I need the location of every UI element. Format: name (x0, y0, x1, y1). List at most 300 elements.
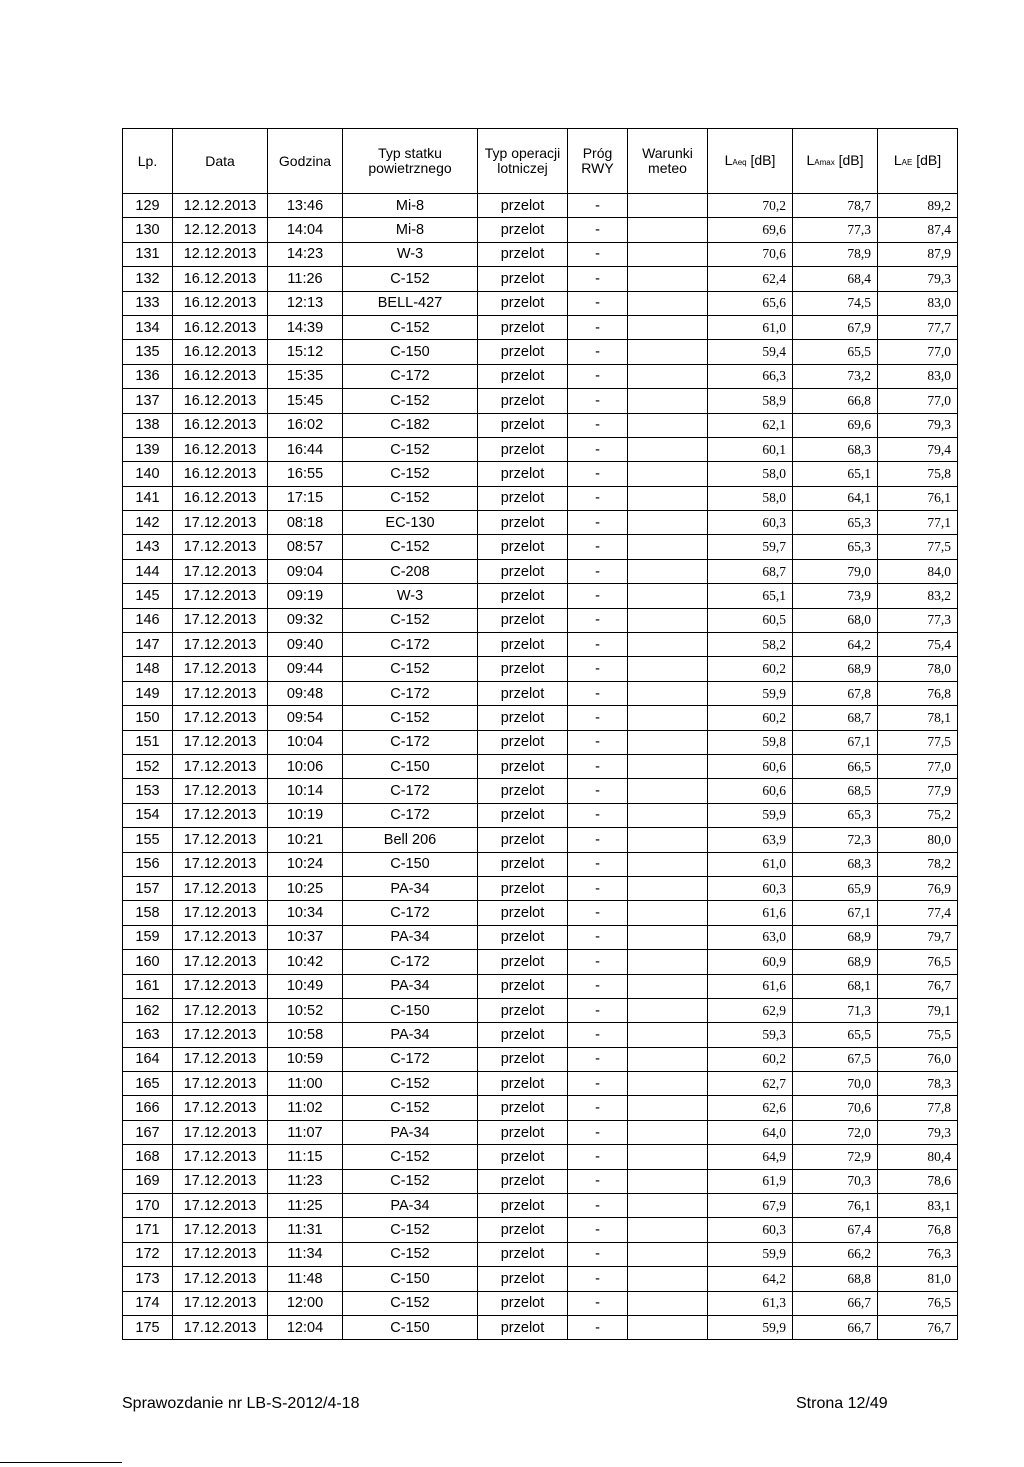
cell-weather (628, 315, 708, 339)
cell-lamax: 72,9 (793, 1145, 878, 1169)
cell-date: 12.12.2013 (173, 242, 268, 266)
cell-lamax: 68,5 (793, 779, 878, 803)
cell-lae: 75,2 (878, 803, 958, 827)
cell-lamax: 72,0 (793, 1120, 878, 1144)
cell-operation-type: przelot (478, 803, 568, 827)
cell-date: 17.12.2013 (173, 681, 268, 705)
cell-runway-threshold: - (568, 462, 628, 486)
cell-date: 17.12.2013 (173, 1047, 268, 1071)
cell-weather (628, 754, 708, 778)
cell-date: 17.12.2013 (173, 1291, 268, 1315)
cell-laeq: 60,2 (708, 706, 793, 730)
cell-lae: 87,4 (878, 218, 958, 242)
cell-date: 17.12.2013 (173, 1218, 268, 1242)
cell-aircraft-type: C-152 (343, 1291, 478, 1315)
cell-lae: 77,9 (878, 779, 958, 803)
cell-lamax: 70,3 (793, 1169, 878, 1193)
cell-lamax: 72,3 (793, 828, 878, 852)
cell-laeq: 63,0 (708, 925, 793, 949)
cell-lp: 149 (123, 681, 173, 705)
cell-date: 17.12.2013 (173, 657, 268, 681)
cell-operation-type: przelot (478, 486, 568, 510)
cell-laeq: 70,2 (708, 194, 793, 218)
cell-date: 17.12.2013 (173, 925, 268, 949)
cell-aircraft-type: C-172 (343, 633, 478, 657)
cell-aircraft-type: C-152 (343, 1072, 478, 1096)
table-row (123, 218, 958, 242)
cell-aircraft-type: EC-130 (343, 511, 478, 535)
cell-aircraft-type: C-172 (343, 364, 478, 388)
cell-aircraft-type: BELL-427 (343, 291, 478, 315)
table-row (123, 633, 958, 657)
cell-laeq: 58,9 (708, 389, 793, 413)
cell-laeq: 59,4 (708, 340, 793, 364)
cell-runway-threshold: - (568, 1145, 628, 1169)
cell-lae: 87,9 (878, 242, 958, 266)
cell-laeq: 61,6 (708, 901, 793, 925)
cell-time: 10:59 (268, 1047, 343, 1071)
table-row (123, 1315, 958, 1339)
table-row (123, 291, 958, 315)
cell-time: 10:34 (268, 901, 343, 925)
header-godzina: Godzina (268, 129, 343, 194)
cell-operation-type: przelot (478, 194, 568, 218)
cell-time: 08:57 (268, 535, 343, 559)
cell-laeq: 68,7 (708, 559, 793, 583)
cell-time: 11:07 (268, 1120, 343, 1144)
cell-operation-type: przelot (478, 1169, 568, 1193)
cell-lae: 76,0 (878, 1047, 958, 1071)
table-body (123, 194, 958, 1340)
table-row (123, 998, 958, 1022)
cell-lp: 162 (123, 998, 173, 1022)
cell-weather (628, 413, 708, 437)
table-row (123, 803, 958, 827)
cell-date: 17.12.2013 (173, 511, 268, 535)
cell-operation-type: przelot (478, 608, 568, 632)
cell-lp: 147 (123, 633, 173, 657)
cell-aircraft-type: PA-34 (343, 1120, 478, 1144)
cell-runway-threshold: - (568, 657, 628, 681)
cell-lamax: 70,0 (793, 1072, 878, 1096)
cell-runway-threshold: - (568, 486, 628, 510)
cell-time: 10:58 (268, 1023, 343, 1047)
cell-runway-threshold: - (568, 437, 628, 461)
cell-aircraft-type: PA-34 (343, 974, 478, 998)
table-row (123, 1145, 958, 1169)
cell-date: 17.12.2013 (173, 1120, 268, 1144)
cell-date: 16.12.2013 (173, 413, 268, 437)
cell-lp: 165 (123, 1072, 173, 1096)
cell-runway-threshold: - (568, 828, 628, 852)
cell-date: 17.12.2013 (173, 584, 268, 608)
cell-date: 17.12.2013 (173, 754, 268, 778)
cell-operation-type: przelot (478, 681, 568, 705)
cell-lp: 174 (123, 1291, 173, 1315)
cell-runway-threshold: - (568, 950, 628, 974)
cell-lamax: 70,6 (793, 1096, 878, 1120)
cell-operation-type: przelot (478, 340, 568, 364)
cell-aircraft-type: C-152 (343, 437, 478, 461)
cell-weather (628, 462, 708, 486)
cell-runway-threshold: - (568, 852, 628, 876)
cell-runway-threshold: - (568, 559, 628, 583)
cell-operation-type: przelot (478, 1023, 568, 1047)
cell-aircraft-type: C-152 (343, 535, 478, 559)
cell-operation-type: przelot (478, 1120, 568, 1144)
cell-laeq: 66,3 (708, 364, 793, 388)
cell-aircraft-type: C-150 (343, 754, 478, 778)
cell-weather (628, 1145, 708, 1169)
cell-date: 16.12.2013 (173, 462, 268, 486)
cell-lp: 130 (123, 218, 173, 242)
cell-laeq: 64,2 (708, 1267, 793, 1291)
cell-runway-threshold: - (568, 267, 628, 291)
cell-lp: 141 (123, 486, 173, 510)
cell-laeq: 65,6 (708, 291, 793, 315)
cell-lae: 76,3 (878, 1242, 958, 1266)
cell-weather (628, 925, 708, 949)
cell-runway-threshold: - (568, 1267, 628, 1291)
cell-lae: 78,6 (878, 1169, 958, 1193)
cell-laeq: 60,1 (708, 437, 793, 461)
cell-operation-type: przelot (478, 950, 568, 974)
cell-date: 17.12.2013 (173, 998, 268, 1022)
cell-weather (628, 559, 708, 583)
header-lae-unit: [dB] (912, 151, 942, 168)
cell-time: 12:04 (268, 1315, 343, 1339)
cell-time: 15:35 (268, 364, 343, 388)
table-row (123, 1291, 958, 1315)
cell-operation-type: przelot (478, 291, 568, 315)
cell-weather (628, 1194, 708, 1218)
table-row (123, 852, 958, 876)
cell-operation-type: przelot (478, 633, 568, 657)
table-row (123, 1194, 958, 1218)
cell-weather (628, 706, 708, 730)
cell-laeq: 60,9 (708, 950, 793, 974)
cell-date: 17.12.2013 (173, 608, 268, 632)
cell-weather (628, 1315, 708, 1339)
cell-lamax: 66,2 (793, 1242, 878, 1266)
cell-date: 17.12.2013 (173, 1023, 268, 1047)
cell-aircraft-type: C-152 (343, 608, 478, 632)
table-row (123, 950, 958, 974)
cell-weather (628, 389, 708, 413)
cell-date: 16.12.2013 (173, 291, 268, 315)
cell-date: 17.12.2013 (173, 633, 268, 657)
cell-runway-threshold: - (568, 242, 628, 266)
cell-laeq: 65,1 (708, 584, 793, 608)
cell-aircraft-type: C-152 (343, 1096, 478, 1120)
cell-lae: 78,3 (878, 1072, 958, 1096)
cell-lae: 81,0 (878, 1267, 958, 1291)
cell-laeq: 61,9 (708, 1169, 793, 1193)
cell-lamax: 73,2 (793, 364, 878, 388)
cell-laeq: 64,0 (708, 1120, 793, 1144)
cell-time: 15:45 (268, 389, 343, 413)
cell-operation-type: przelot (478, 535, 568, 559)
cell-lamax: 67,4 (793, 1218, 878, 1242)
cell-lae: 76,5 (878, 1291, 958, 1315)
cell-laeq: 62,4 (708, 267, 793, 291)
cell-operation-type: przelot (478, 1047, 568, 1071)
cell-date: 17.12.2013 (173, 706, 268, 730)
cell-operation-type: przelot (478, 437, 568, 461)
cell-weather (628, 1096, 708, 1120)
cell-date: 17.12.2013 (173, 1096, 268, 1120)
cell-lamax: 66,5 (793, 754, 878, 778)
cell-laeq: 60,6 (708, 754, 793, 778)
cell-lae: 75,5 (878, 1023, 958, 1047)
cell-operation-type: przelot (478, 1072, 568, 1096)
cell-operation-type: przelot (478, 828, 568, 852)
cell-time: 10:37 (268, 925, 343, 949)
cell-time: 09:44 (268, 657, 343, 681)
table-row (123, 559, 958, 583)
cell-time: 12:13 (268, 291, 343, 315)
cell-lp: 136 (123, 364, 173, 388)
cell-laeq: 59,9 (708, 803, 793, 827)
cell-lamax: 66,7 (793, 1291, 878, 1315)
cell-lae: 84,0 (878, 559, 958, 583)
cell-laeq: 63,9 (708, 828, 793, 852)
cell-aircraft-type: C-150 (343, 340, 478, 364)
cell-date: 16.12.2013 (173, 437, 268, 461)
cell-laeq: 59,9 (708, 681, 793, 705)
header-laeq-unit: [dB] (746, 151, 776, 168)
cell-laeq: 59,8 (708, 730, 793, 754)
cell-operation-type: przelot (478, 364, 568, 388)
cell-runway-threshold: - (568, 413, 628, 437)
cell-lae: 89,2 (878, 194, 958, 218)
cell-weather (628, 730, 708, 754)
cell-operation-type: przelot (478, 267, 568, 291)
cell-weather (628, 340, 708, 364)
cell-operation-type: przelot (478, 1218, 568, 1242)
cell-operation-type: przelot (478, 242, 568, 266)
cell-time: 09:48 (268, 681, 343, 705)
cell-lae: 77,4 (878, 901, 958, 925)
cell-date: 17.12.2013 (173, 1145, 268, 1169)
cell-lp: 129 (123, 194, 173, 218)
cell-aircraft-type: C-152 (343, 706, 478, 730)
cell-lamax: 68,9 (793, 925, 878, 949)
cell-time: 11:00 (268, 1072, 343, 1096)
cell-date: 17.12.2013 (173, 730, 268, 754)
cell-time: 10:49 (268, 974, 343, 998)
cell-aircraft-type: C-152 (343, 462, 478, 486)
table-row (123, 730, 958, 754)
cell-lp: 173 (123, 1267, 173, 1291)
cell-time: 16:02 (268, 413, 343, 437)
cell-laeq: 60,6 (708, 779, 793, 803)
cell-lae: 76,7 (878, 1315, 958, 1339)
cell-lae: 83,0 (878, 291, 958, 315)
cell-lamax: 78,9 (793, 242, 878, 266)
cell-runway-threshold: - (568, 779, 628, 803)
cell-lae: 76,8 (878, 681, 958, 705)
cell-lamax: 77,3 (793, 218, 878, 242)
cell-laeq: 59,9 (708, 1242, 793, 1266)
cell-aircraft-type: C-172 (343, 803, 478, 827)
cell-lamax: 65,9 (793, 876, 878, 900)
cell-laeq: 62,7 (708, 1072, 793, 1096)
cell-operation-type: przelot (478, 1242, 568, 1266)
cell-laeq: 58,0 (708, 462, 793, 486)
cell-time: 11:31 (268, 1218, 343, 1242)
cell-date: 17.12.2013 (173, 852, 268, 876)
header-data: Data (173, 129, 268, 194)
cell-time: 10:42 (268, 950, 343, 974)
cell-runway-threshold: - (568, 608, 628, 632)
header-laeq (708, 129, 793, 194)
table-row (123, 194, 958, 218)
cell-weather (628, 779, 708, 803)
cell-laeq: 60,3 (708, 511, 793, 535)
cell-runway-threshold: - (568, 364, 628, 388)
cell-lp: 159 (123, 925, 173, 949)
cell-lp: 139 (123, 437, 173, 461)
header-lamax-unit: [dB] (834, 151, 864, 168)
table-row (123, 535, 958, 559)
table-row (123, 315, 958, 339)
cell-laeq: 61,6 (708, 974, 793, 998)
cell-weather (628, 998, 708, 1022)
cell-lae: 77,3 (878, 608, 958, 632)
cell-runway-threshold: - (568, 511, 628, 535)
cell-runway-threshold: - (568, 1315, 628, 1339)
cell-weather (628, 1218, 708, 1242)
cell-lp: 145 (123, 584, 173, 608)
cell-weather (628, 1291, 708, 1315)
cell-lae: 76,5 (878, 950, 958, 974)
cell-lae: 83,1 (878, 1194, 958, 1218)
cell-laeq: 58,0 (708, 486, 793, 510)
header-lae-main: L (893, 151, 902, 168)
cell-date: 17.12.2013 (173, 535, 268, 559)
cell-lae: 77,0 (878, 389, 958, 413)
cell-lae: 78,2 (878, 852, 958, 876)
header-typ-statku: Typ statku powietrznego (343, 129, 478, 194)
cell-operation-type: przelot (478, 706, 568, 730)
cell-date: 16.12.2013 (173, 267, 268, 291)
table-row (123, 1267, 958, 1291)
cell-operation-type: przelot (478, 511, 568, 535)
cell-aircraft-type: Bell 206 (343, 828, 478, 852)
cell-aircraft-type: C-150 (343, 1267, 478, 1291)
cell-operation-type: przelot (478, 1096, 568, 1120)
cell-laeq: 67,9 (708, 1194, 793, 1218)
cell-operation-type: przelot (478, 1291, 568, 1315)
cell-weather (628, 511, 708, 535)
cell-runway-threshold: - (568, 1242, 628, 1266)
cell-operation-type: przelot (478, 730, 568, 754)
cell-lamax: 67,5 (793, 1047, 878, 1071)
cell-lae: 79,3 (878, 413, 958, 437)
table-row (123, 389, 958, 413)
header-warunki: Warunki meteo (628, 129, 708, 194)
cell-lp: 133 (123, 291, 173, 315)
table-row (123, 901, 958, 925)
cell-lp: 158 (123, 901, 173, 925)
cell-aircraft-type: C-182 (343, 413, 478, 437)
cell-lp: 160 (123, 950, 173, 974)
cell-lamax: 68,9 (793, 950, 878, 974)
cell-runway-threshold: - (568, 194, 628, 218)
cell-time: 11:48 (268, 1267, 343, 1291)
table-row (123, 486, 958, 510)
cell-aircraft-type: C-152 (343, 657, 478, 681)
cell-date: 17.12.2013 (173, 1315, 268, 1339)
cell-time: 10:19 (268, 803, 343, 827)
cell-laeq: 59,7 (708, 535, 793, 559)
cell-laeq: 60,3 (708, 1218, 793, 1242)
cell-lamax: 65,5 (793, 340, 878, 364)
table-row (123, 608, 958, 632)
cell-lae: 77,0 (878, 754, 958, 778)
cell-laeq: 60,5 (708, 608, 793, 632)
cell-time: 09:04 (268, 559, 343, 583)
cell-runway-threshold: - (568, 998, 628, 1022)
header-lae-sub: AE (901, 157, 913, 167)
cell-lp: 152 (123, 754, 173, 778)
cell-weather (628, 852, 708, 876)
cell-lamax: 68,4 (793, 267, 878, 291)
cell-lae: 77,1 (878, 511, 958, 535)
cell-laeq: 59,9 (708, 1315, 793, 1339)
cell-aircraft-type: C-152 (343, 1218, 478, 1242)
cell-aircraft-type: C-172 (343, 779, 478, 803)
cell-lae: 76,1 (878, 486, 958, 510)
cell-lae: 83,0 (878, 364, 958, 388)
cell-lamax: 71,3 (793, 998, 878, 1022)
cell-lamax: 65,3 (793, 535, 878, 559)
cell-lp: 167 (123, 1120, 173, 1144)
cell-runway-threshold: - (568, 754, 628, 778)
cell-date: 17.12.2013 (173, 559, 268, 583)
cell-runway-threshold: - (568, 1169, 628, 1193)
table-row (123, 925, 958, 949)
cell-laeq: 61,0 (708, 852, 793, 876)
cell-weather (628, 364, 708, 388)
cell-time: 16:44 (268, 437, 343, 461)
cell-operation-type: przelot (478, 413, 568, 437)
cell-lamax: 66,7 (793, 1315, 878, 1339)
cell-lp: 172 (123, 1242, 173, 1266)
cell-time: 11:02 (268, 1096, 343, 1120)
cell-runway-threshold: - (568, 1291, 628, 1315)
cell-operation-type: przelot (478, 657, 568, 681)
cell-operation-type: przelot (478, 1194, 568, 1218)
cell-time: 11:26 (268, 267, 343, 291)
measurement-table (122, 128, 958, 1340)
table-row (123, 364, 958, 388)
cell-date: 16.12.2013 (173, 315, 268, 339)
cell-laeq: 61,3 (708, 1291, 793, 1315)
cell-operation-type: przelot (478, 218, 568, 242)
cell-lamax: 64,1 (793, 486, 878, 510)
cell-runway-threshold: - (568, 340, 628, 364)
cell-lamax: 76,1 (793, 1194, 878, 1218)
cell-time: 17:15 (268, 486, 343, 510)
cell-date: 17.12.2013 (173, 1169, 268, 1193)
cell-lae: 79,3 (878, 267, 958, 291)
cell-aircraft-type: C-152 (343, 1242, 478, 1266)
cell-aircraft-type: PA-34 (343, 1194, 478, 1218)
cell-time: 09:32 (268, 608, 343, 632)
cell-lae: 80,4 (878, 1145, 958, 1169)
